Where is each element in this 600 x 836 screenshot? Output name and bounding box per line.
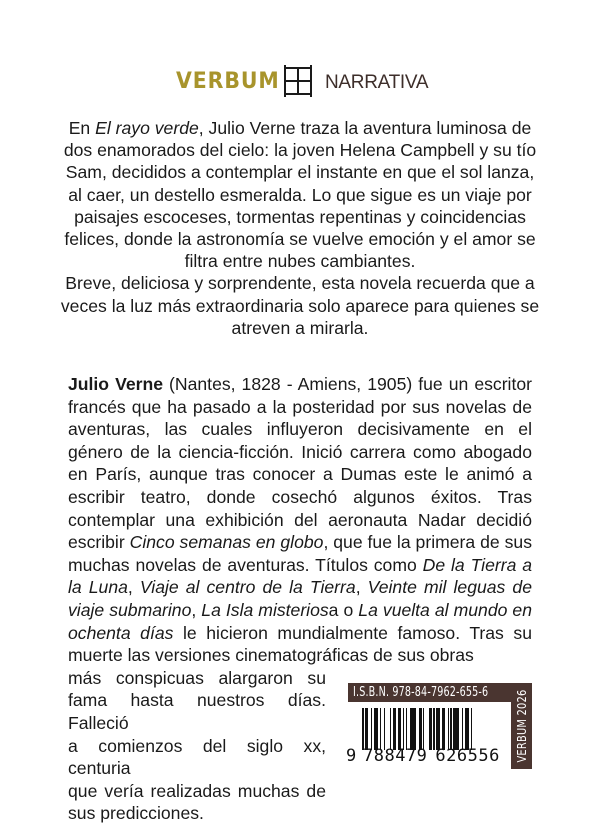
bio-text: a o: [328, 599, 359, 620]
barcode-digits-left: 788479: [363, 746, 428, 766]
isbn-label: [348, 683, 511, 702]
synopsis-text: En: [68, 118, 96, 138]
synopsis-text: , Julio Verne traza la aventura luminosa de dos enamorados del cielo: la joven Helena Campbell y su tío Sam, decididos a contemplar el instante en que el sol lanza, al caer, un destello esmeralda. Lo que sigue es un viaje por paisajes escoceses, tormentas repentinas y coincidencias felices, donde la astronomía se vuelve emoción y el amor se filtra entre nubes cambiantes.: [63, 118, 537, 272]
barcode-digits: [346, 745, 512, 767]
bio-text: , que fue la primera de sus muchas novelas de aventuras. Títulos como: [68, 532, 533, 575]
isbn-text: I.S.B.N. 978-84-7962-655-6: [353, 685, 489, 700]
collection-name: NARRATIVA: [325, 72, 429, 93]
bio-text: ,: [355, 577, 368, 598]
bio-text: (Nantes, 1828 - Amiens, 1905) fue un escritor francés que ha pasado a la posteridad por sus novelas de aventuras, las cuales influyeron decisivamente en el género de la ciencia-ficción. Inició carrera como abogado en París, aunque tras conocer a Dumas este le animó a escribir teatro, donde cosechó algunos éxitos. Tras contemplar una exhibición del aeronauta Nadar decidió escribir: [68, 374, 532, 553]
bio-line: sus predicciones.: [68, 803, 204, 824]
publisher-name: VERBUM: [176, 69, 280, 94]
bio-line: fama hasta nuestros días. Falleció: [68, 690, 326, 733]
bio-narrow-column: [68, 667, 326, 825]
bio-line: más conspicuas alargaron su: [68, 667, 326, 688]
bio-line: que vería realizadas muchas de: [68, 780, 326, 801]
bio-text: le hicieron mundialmente famoso. Tras su muerte las versiones cinematográficas de sus obras: [68, 622, 532, 666]
isbn-barcode: [348, 683, 532, 769]
bio-line: a comienzos del siglo xx, centuria: [68, 735, 326, 779]
bio-text: ,: [127, 577, 140, 598]
book-title: Cinco semanas en globo: [129, 532, 324, 553]
barcode-digit-prefix: 9: [346, 746, 357, 766]
book-title: El rayo verde: [95, 118, 199, 138]
bio-paragraph: [68, 373, 532, 667]
synopsis-paragraph-1: [60, 117, 540, 272]
synopsis: [60, 117, 540, 339]
book-title: Viaje al centro de la Tierra: [139, 577, 356, 598]
barcode-digits-right: 626556: [435, 746, 500, 766]
book-title: La Isla misterios: [201, 599, 329, 620]
synopsis-paragraph-2: Breve, deliciosa y sorprendente, esta novela recuerda que a veces la luz más extraordinaria solo aparece para quienes se atreven a mirarla.: [60, 273, 540, 338]
author-name: Julio Verne: [68, 374, 164, 394]
barcode-bars: [358, 708, 508, 750]
edition-label: VERBUM 2026: [514, 689, 529, 763]
publisher-logo: [0, 66, 600, 98]
book-title: La vuelta al mundo en ochenta días: [68, 599, 532, 643]
book-title: Veinte mil leguas de viaje submarino: [68, 577, 532, 620]
window-grid-icon: [284, 67, 312, 95]
edition-strip: [511, 683, 532, 769]
bio-text: ,: [191, 599, 202, 620]
book-title: De la Tierra a la Luna: [68, 554, 532, 598]
